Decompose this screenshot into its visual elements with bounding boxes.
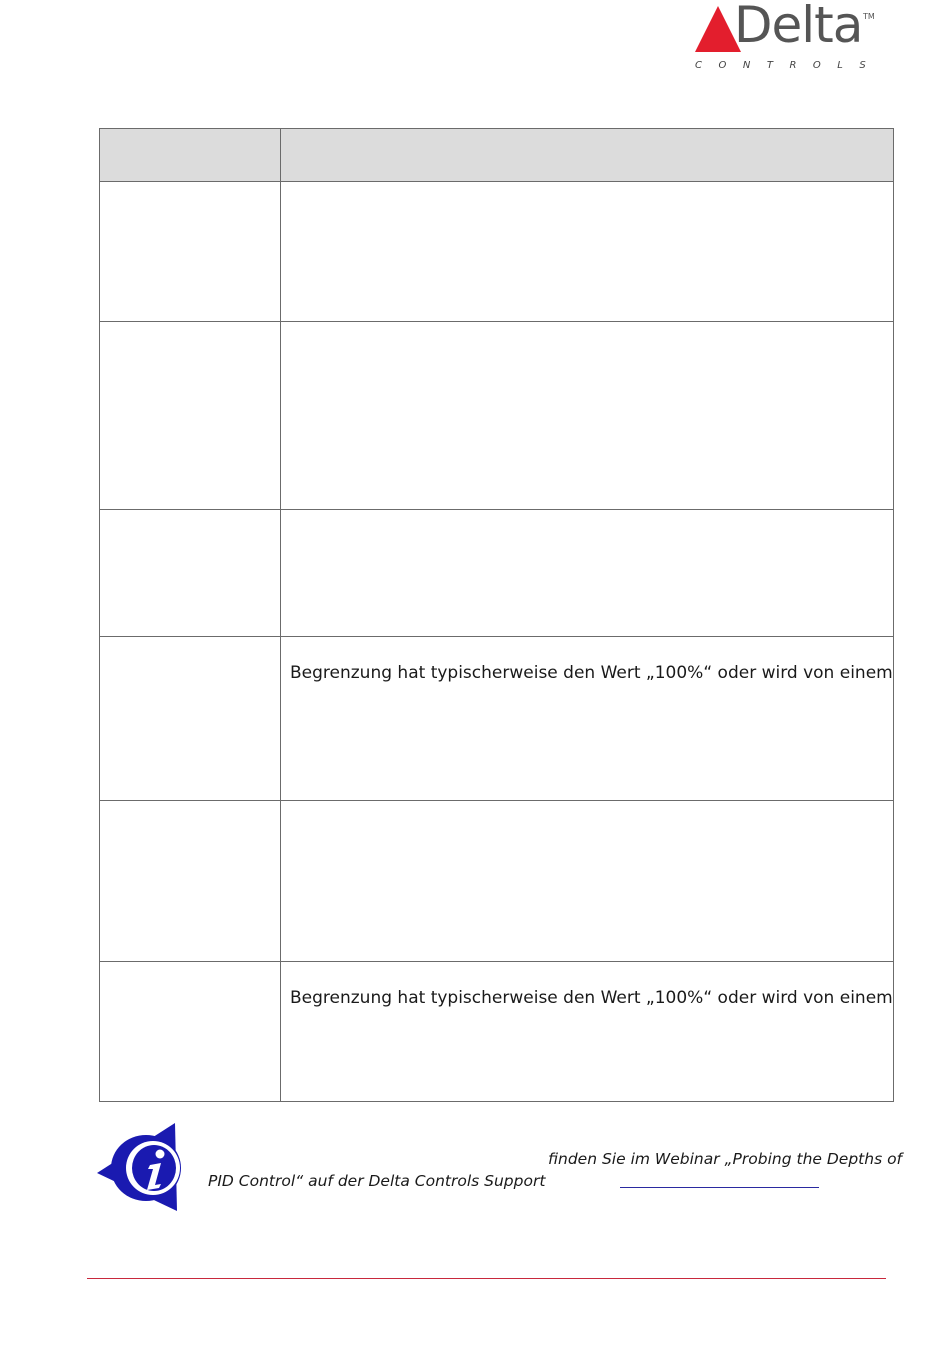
table-row (100, 182, 894, 322)
table-row (100, 322, 894, 510)
row-label (100, 510, 281, 637)
parameter-table (99, 128, 894, 1102)
row-description (281, 510, 894, 637)
logo-wordmark: Delta (734, 0, 863, 54)
row-description (281, 801, 894, 962)
info-note-line2: PID Control“ auf der Delta Controls Support (208, 1172, 546, 1190)
info-note-line1: finden Sie im Webinar „Probing the Depths of (548, 1150, 903, 1168)
table-row (100, 801, 894, 962)
row-description: Begrenzung hat typischerweise den Wert „100%“ oder wird von einem (281, 637, 894, 801)
info-icon (95, 1121, 187, 1213)
logo-subtitle: CONTROLS (695, 60, 883, 71)
row-description: Begrenzung hat typischerweise den Wert „100%“ oder wird von einem (281, 962, 894, 1102)
table-row (100, 510, 894, 637)
row-label (100, 637, 281, 801)
row-label (100, 182, 281, 322)
footer-divider (87, 1278, 886, 1279)
logo-trademark: TM (863, 12, 875, 21)
delta-controls-logo (694, 0, 883, 72)
table-row (100, 637, 894, 801)
table-header-row (100, 129, 894, 182)
table-header-cell (281, 129, 894, 182)
table-header-cell (100, 129, 281, 182)
row-label (100, 801, 281, 962)
row-description (281, 322, 894, 510)
row-description (281, 182, 894, 322)
table-row (100, 962, 894, 1102)
row-label (100, 962, 281, 1102)
row-label (100, 322, 281, 510)
support-link-underline[interactable] (620, 1187, 819, 1188)
